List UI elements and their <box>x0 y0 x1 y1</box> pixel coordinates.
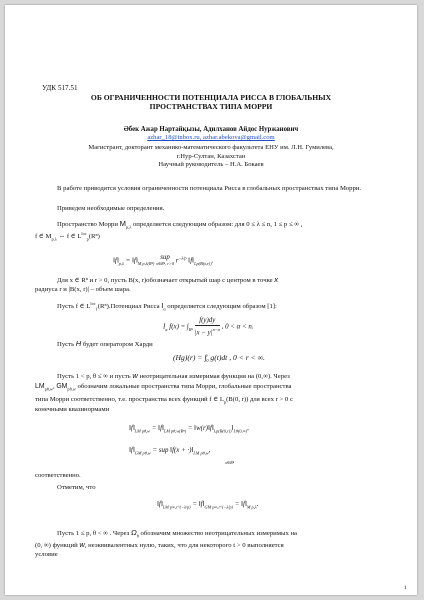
email-link-2[interactable]: azhar.abekova@gmail.com <box>203 134 275 141</box>
note-text: Отметим, что <box>57 484 96 491</box>
morrey-definition: Пространство Морри $M_{p,\lambda}$ определяется следующим образом: для 0 ≤ λ ≤ n, 1 ≤ p ≤ ∞ , <box>57 219 303 230</box>
author-emails <box>35 134 387 142</box>
morrey-norm-formula: $‖f‖_{p,\lambda}$ = $‖f‖_{M p,\lambda(R^n)}$ sup x∈Rⁿ, r>0 $r^{-\lambda/p}$ $‖f‖_{Lp(B(x,r))}$. <box>113 254 214 266</box>
affiliation: Магистрант, докторант механико-математического факультета ЕНУ им. Л.Н. Гумилева, <box>88 144 334 151</box>
paper-title-line2: ПРОСТРАНСТВАХ ТИПА МОРРИ <box>149 102 273 111</box>
weight-definition: Пусть 1 < p, θ ≤ ∞ и пусть w неотрицательная измеримая функция на (0,∞). Через <box>57 371 290 380</box>
omega-condition: (0, ∞) функций w, неэквивалентных нулю, таких, что для некоторого t > 0 выполняется <box>35 540 284 549</box>
hardy-formula: (Hg)(r) = ∫ r 0 g(t)dt , 0 < r < ∞. <box>173 353 265 364</box>
hardy-definition: Пусть H будет оператором Харди <box>57 339 153 348</box>
riesz-formula: $I_\alpha$ $f(x) = \int_{R^n}$ $\frac{f(y)dy}{|x - y|^{n-\alpha}}$ , 0 < α < n. <box>163 317 254 337</box>
gm-norm-formula: $‖f‖_{GM p\theta,w}$ = sup ‖f(x + $\cdot)‖_{LM p\theta,w}$, x∈Rⁿ <box>129 447 235 465</box>
supervisor: Научный руководитель – Н.А. Бокаев <box>158 161 264 168</box>
lm-norm-formula: $‖f‖_{LM p\theta,w}$ = $‖f‖_{LM p\theta,w(R^n)}$ = $‖w(r)‖f‖_{Lp(B(0,r))}‖_{L\theta(0,\infty)}$, <box>129 425 249 434</box>
definitions-intro: Приведем необходимые определения. <box>57 205 165 212</box>
quasinorms-label: конечными квазинормами <box>35 406 110 413</box>
document-page <box>5 5 417 595</box>
ball-radius: радиуса r и |B(x, r)| – объем шара. <box>35 286 131 293</box>
lm-gm-definition: $LM_{p\theta,w}$, $GM_{p\theta,w}$ обозначим локальные пространства типа Морри, глобальные пространства <box>35 383 292 392</box>
email-separator: , <box>199 134 202 141</box>
function-space-text: типа Морри соответственно, т.е. пространства всех функций f ∈ $L_p(B(0$, r)) для всех r > 0 с <box>35 396 293 405</box>
city: г.Нур-Султан, Казахстан <box>176 153 246 160</box>
intro-paragraph: В работе приводятся условия ограниченности потенциала Рисса в глобальных пространствах типа Морри. <box>57 185 362 192</box>
condition-label: условие <box>35 551 58 558</box>
ball-definition: Для x ∈ Rⁿ и r > 0, пусть B(x, r)обозначает открытый шар с центром в точке x <box>57 275 279 284</box>
respectively-text: соответственно. <box>35 472 81 479</box>
morrey-symbol: M <box>119 219 126 228</box>
omega-definition: Пусть 1 ≤ p, θ < ∞ . Через $\Omega_\theta$ обозначим множество неотрицательных измеримых на <box>57 528 298 539</box>
page-number: 1 <box>404 585 407 591</box>
email-link-1[interactable]: azhar_18@inbox.ru <box>147 134 200 141</box>
paper-title-line1: ОБ ОГРАНИЧЕННОСТИ ПОТЕНЦИАЛА РИССА В ГЛОБАЛЬНЫХ <box>90 93 332 102</box>
udk-code: УДК 517.51 <box>42 84 78 92</box>
authors: Әбек Ажар Нартайқызы, Адилханов Айдос Нуржанович <box>123 126 299 133</box>
riesz-definition: Пусть f ∈ $L^{loc}_1(R^n).Потенциал$ Рисса $I_\alpha$ определяется следующим образом [1]: <box>57 301 277 312</box>
equality-formula: $‖f‖_{LM p\infty,r\^{}(-\lambda/p)}$ = $‖f‖_{GM p\infty,r\^{}(-\lambda/p)}$ = $‖f‖_{M p,\lambda}$. <box>157 501 259 510</box>
morrey-set-definition: f ∈ $M_{p,\lambda}$ ⇔ f ∈ $L^{loc}_p(R^n)$ <box>35 231 100 242</box>
